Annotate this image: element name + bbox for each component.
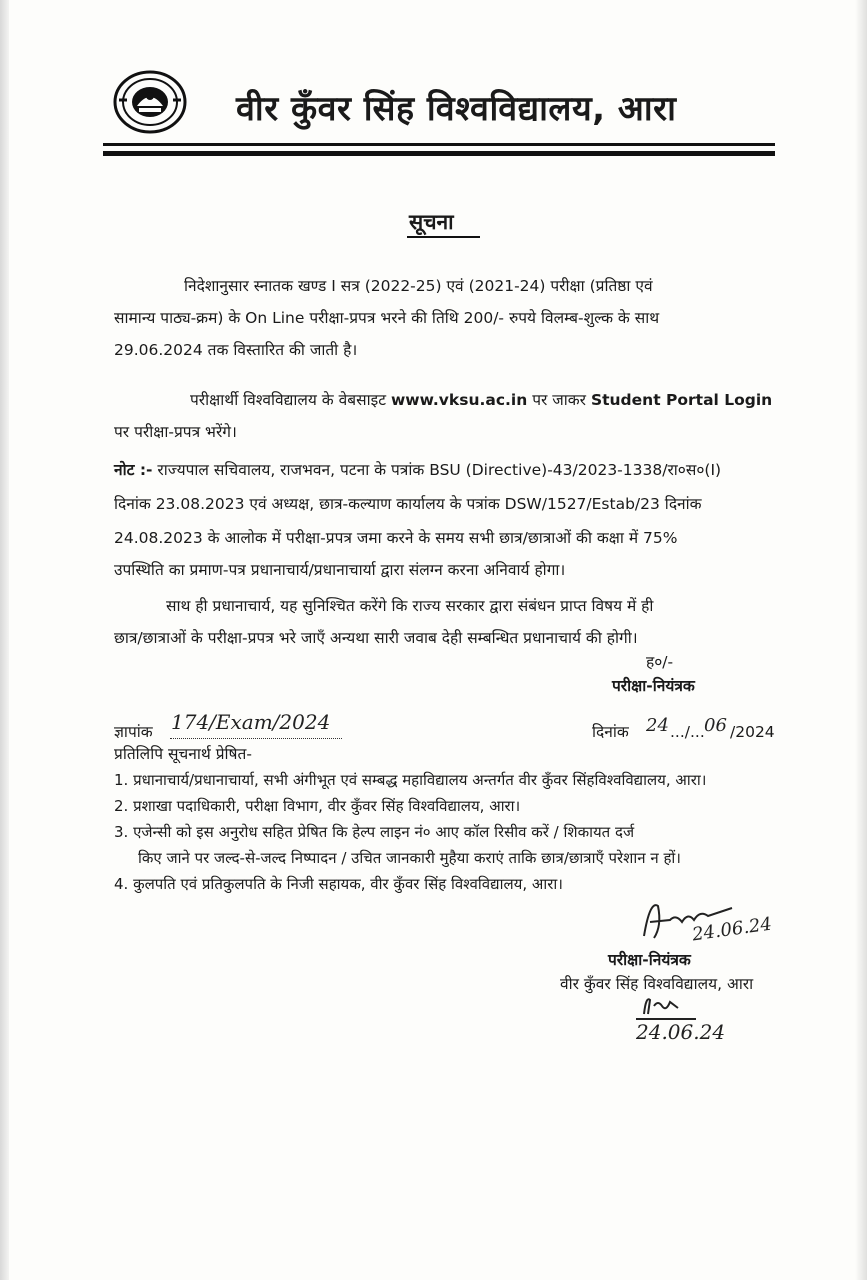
memo-date-year: /2024 <box>730 723 775 741</box>
notice-heading-underline <box>407 236 480 238</box>
para2-line1 <box>190 390 772 410</box>
university-seal-logo <box>113 70 187 134</box>
dispatch-date: 24.06.24 <box>636 1020 726 1044</box>
page-edge-right <box>855 0 867 1280</box>
para2-text-mid: पर जाकर <box>527 391 591 409</box>
para3-line1: साथ ही प्रधानाचार्य, यह सुनिश्चित करेंगे कि राज्य सरकार द्वारा संबंधन प्राप्त विषय में ही <box>166 597 654 615</box>
note-line1-text: राज्यपाल सचिवालय, राजभवन, पटना के पत्रांक BSU (Directive)-43/2023-1338/रा०स०(I) <box>152 461 722 479</box>
memo-date-day: 24 <box>646 715 669 736</box>
signature-date: 24.06.24 <box>690 913 774 946</box>
note-label: नोट :- <box>114 461 153 479</box>
note-line1 <box>114 460 721 480</box>
copy-heading: प्रतिलिपि सूचनार्थ प्रेषित- <box>114 745 252 763</box>
copy-item-2: 2. प्रशाखा पदाधिकारी, परीक्षा विभाग, वीर कुँवर सिंह विश्वविद्यालय, आरा। <box>114 797 521 815</box>
signatory-title: परीक्षा-नियंत्रक <box>608 951 691 969</box>
para2-line2: पर परीक्षा-प्रपत्र भरेंगे। <box>114 423 237 441</box>
memo-ref-handwritten: 174/Exam/2024 <box>171 710 331 734</box>
memo-ref-dotline <box>170 738 342 739</box>
memo-ref-label: ज्ञापांक <box>114 723 153 741</box>
para2-text-pre: परीक्षार्थी विश्वविद्यालय के वेबसाइट <box>190 391 391 409</box>
note-line3: 24.08.2023 के आलोक में परीक्षा-प्रपत्र जमा करने के समय सभी छात्र/छात्राओं की कक्षा में 75% <box>114 529 678 547</box>
university-title: वीर कुँवर सिंह विश्वविद्यालय, आरा <box>236 89 677 129</box>
note-line4: उपस्थिति का प्रमाण-पत्र प्रधानाचार्य/प्रधानाचार्या द्वारा संलग्न करना अनिवार्य होगा। <box>114 561 566 579</box>
signed-mark: ह०/- <box>646 653 674 671</box>
copy-item-3: 3. एजेन्सी को इस अनुरोध सहित प्रेषित कि हेल्प लाइन नं० आए कॉल रिसीव करें / शिकायत दर्ज <box>114 823 635 841</box>
student-portal-login: Student Portal Login <box>590 391 773 409</box>
copy-item-4: 4. कुलपति एवं प्रतिकुलपति के निजी सहायक, वीर कुँवर सिंह विश्वविद्यालय, आरा। <box>114 875 563 893</box>
memo-date-label: दिनांक <box>592 723 629 741</box>
copy-item-3-cont: किए जाने पर जल्द-से-जल्द निष्पादन / उचित जानकारी मुहैया कराएं ताकि छात्र/छात्राएँ परेशान न हों। <box>138 849 681 867</box>
header-rule-thick <box>103 151 775 156</box>
para1-line2: सामान्य पाठ्य-क्रम) के On Line परीक्षा-प्रपत्र भरने की तिथि 200/- रुपये विलम्ब-शुल्क के साथ <box>114 309 660 327</box>
page-edge-left <box>0 0 9 1280</box>
para3-line2: छात्र/छात्राओं के परीक्षा-प्रपत्र भरे जाएँ अन्यथा सारी जवाब देही सम्बन्धित प्रधानाचार्य की होगी। <box>114 629 638 647</box>
website-link[interactable]: www.vksu.ac.in <box>390 391 528 409</box>
header-rule-thin <box>103 143 775 146</box>
memo-date-month: 06 <box>704 715 727 736</box>
note-line2: दिनांक 23.08.2023 एवं अध्यक्ष, छात्र-कल्याण कार्यालय के पत्रांक DSW/1527/Estab/23 दिनांक <box>114 495 702 513</box>
notice-signatory: परीक्षा-नियंत्रक <box>612 677 695 695</box>
copy-item-1: 1. प्रधानाचार्य/प्रधानाचार्या, सभी अंगीभूत एवं सम्बद्ध महाविद्यालय अन्तर्गत वीर कुँवर सिंहविश्वविद्यालय, आरा। <box>114 771 707 789</box>
memo-date-sep1: .../... <box>670 723 705 741</box>
dispatch-initials <box>640 994 684 1018</box>
signatory-org: वीर कुँवर सिंह विश्वविद्यालय, आरा <box>560 975 754 993</box>
notice-heading: सूचना <box>409 210 454 234</box>
para1-line3: 29.06.2024 तक विस्तारित की जाती है। <box>114 341 358 359</box>
para1-line1: निदेशानुसार स्नातक खण्ड I सत्र (2022-25) एवं (2021-24) परीक्षा (प्रतिष्ठा एवं <box>184 277 653 295</box>
